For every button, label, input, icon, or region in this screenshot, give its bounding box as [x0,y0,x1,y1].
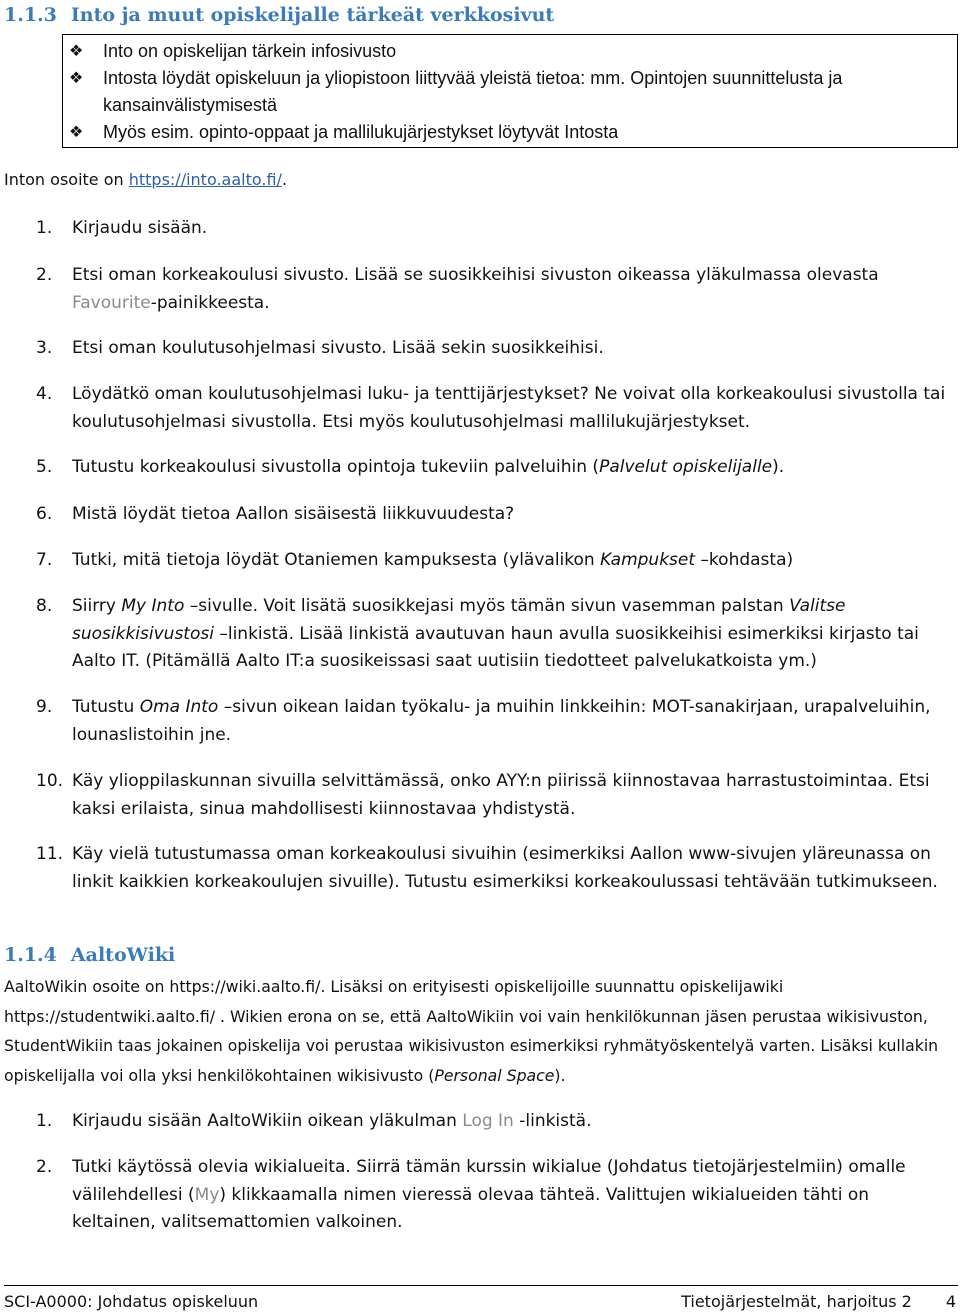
footer-exercise: Tietojärjestelmät, harjoitus 2 [681,1292,912,1311]
step-number: 10. [36,771,64,791]
diamond-bullet-icon: ❖ [69,124,84,141]
section-number: 1.1.3 [4,4,57,26]
step-text: Tutustu korkeakoulusi sivustolla opintoja tukeviin palveluihin (Palvelut opiskelijalle). [72,457,785,477]
info-bullet [69,119,949,146]
step-text: Etsi oman koulutusohjelmasi sivusto. Lisää sekin suosikkeihisi. [72,338,604,358]
address-prefix: Inton osoite on [4,170,129,189]
footer-divider [4,1285,958,1286]
section-title: AaltoWiki [70,944,176,966]
into-address-line [4,170,287,189]
step-number: 4. [36,384,53,404]
step-number: 8. [36,596,53,616]
section-heading-aaltowiki [4,944,175,966]
task-step [36,215,946,243]
emphasis: Oma Into [139,697,219,717]
diamond-bullet-icon: ❖ [69,43,84,60]
step-number: 5. [36,457,53,477]
task-step [36,262,946,317]
emphasis: Kampukset [600,550,696,570]
step-text: Tutki, mitä tietoja löydät Otaniemen kampuksesta (ylävalikon Kampukset –kohdasta) [72,550,794,570]
task-step [36,1154,946,1237]
task-step [36,694,946,749]
diamond-bullet-icon: ❖ [69,70,84,87]
step-text: Mistä löydät tietoa Aallon sisäisestä liikkuvuudesta? [72,504,515,524]
footer-course: SCI-A0000: Johdatus opiskeluun [4,1292,259,1311]
step-text: Kirjaudu sisään. [72,218,208,238]
task-step [36,593,946,676]
step-number: 1. [36,1111,53,1131]
address-suffix: . [281,170,288,189]
info-bullet-text: Intosta löydät opiskeluun ja yliopistoon liittyvää yleistä tietoa: mm. Opintojen suunnittelusta ja kansainvälistymisestä [103,68,843,115]
task-step [36,768,946,823]
emphasis: Palvelut opiskelijalle [599,457,773,477]
into-address-link[interactable]: https://into.aalto.fi/ [128,170,282,189]
section-heading-into [4,4,554,26]
emphasis: Personal Space [434,1065,555,1085]
step-number: 3. [36,338,53,358]
step-number: 2. [36,265,53,285]
step-text: Käy vielä tutustumassa oman korkeakoulusi sivuihin (esimerkiksi Aallon www-sivujen yläreunassa on linkit kaikkien korkeakoulujen sivuille). Tutustu esimerkiksi korkeakoulussasi tehtävään tutkimukseen. [72,844,938,892]
task-step [36,547,946,575]
step-number: 7. [36,550,53,570]
favourite-button-term: Favourite [72,292,151,313]
task-step [36,841,946,896]
task-step [36,501,946,529]
step-number: 9. [36,697,53,717]
step-number: 2. [36,1157,53,1177]
task-step [36,1108,946,1136]
section-number: 1.1.4 [4,944,57,966]
info-box [62,34,958,148]
step-text: Etsi oman korkeakoulusi sivusto. Lisää se suosikkeihisi sivuston oikeassa yläkulmassa olevasta Favourite-painikkeesta. [72,265,879,313]
step-text: Kirjaudu sisään AaltoWikiin oikean yläkulman Log In -linkistä. [72,1111,592,1131]
step-text: Siirry My Into –sivulle. Voit lisätä suosikkejasi myös tämän sivun vasemman palstan Valitse suosikkisivustosi –linkistä. Lisää linkistä avautuvan haun avulla suosikkeihisi esimerkiksi kirjasto tai Aalto IT. (Pitämällä Aalto IT:a suosikeissasi saat uutisiin tiedotteet palvelukatkoista ym.) [72,596,919,671]
info-bullet-text: Into on opiskelijan tärkein infosivusto [103,41,397,61]
emphasis: Valitse suosikkisivustosi [72,596,846,644]
info-bullet [69,65,949,119]
task-step [36,335,946,363]
aaltowiki-paragraph: AaltoWikin osoite on https://wiki.aalto.fi/. Lisäksi on erityisesti opiskelijoille suunnattu opiskelijawiki https://studentwiki.aalto.fi/ . Wikien erona on se, että AaltoWikiin voi vain henkilökunnan jäsen perustaa wikisivuston, StudentWikiin taas jokainen opiskelija voi perustaa wikisivuston esimerkiksi ryhmätyöskentelyä varten. Lisäksi kullakin opiskelijalla voi olla yksi henkilökohtainen wikisivusto (Personal Space). [4,977,939,1085]
page-footer [4,1292,956,1314]
task-step [36,381,946,436]
section-title: Into ja muut opiskelijalle tärkeät verkkosivut [70,4,555,26]
page-number: 4 [945,1292,956,1311]
step-number: 6. [36,504,53,524]
info-bullet [69,38,949,65]
info-bullet-text: Myös esim. opinto-oppaat ja mallilukujärjestykset löytyvät Intosta [103,122,619,142]
step-text: Käy ylioppilaskunnan sivuilla selvittämässä, onko AYY:n piirissä kiinnostavaa harrastustoimintaa. Etsi kaksi erilaista, sinua mahdollisesti kiinnostavaa yhdistystä. [72,771,930,819]
emphasis: My Into [121,596,185,616]
log-in-link-term: Log In [462,1111,514,1131]
step-text: Tutki käytössä olevia wikialueita. Siirrä tämän kurssin wikialue (Johdatus tietojärjestelmiin) omalle välilehdellesi (My) klikkaamalla nimen vieressä olevaa tähteä. Valittujen wikialueiden tähti on keltainen, valitsemattomien valkoinen. [72,1157,906,1232]
step-number: 1. [36,218,53,238]
footer-right [681,1292,956,1311]
step-text: Tutustu Oma Into –sivun oikean laidan työkalu- ja muihin linkkeihin: MOT-sanakirjaan, urapalveluihin, lounaslistoihin jne. [72,697,931,745]
step-text: Löydätkö oman koulutusohjelmasi luku- ja tenttijärjestykset? Ne voivat olla korkeakoulusi sivustolla tai koulutusohjelmasi sivustolla. Etsi myös koulutusohjelmasi mallilukujärjestykset. [72,384,946,432]
my-tab-term: My [194,1184,220,1205]
step-number: 11. [36,844,64,864]
task-step [36,454,946,482]
